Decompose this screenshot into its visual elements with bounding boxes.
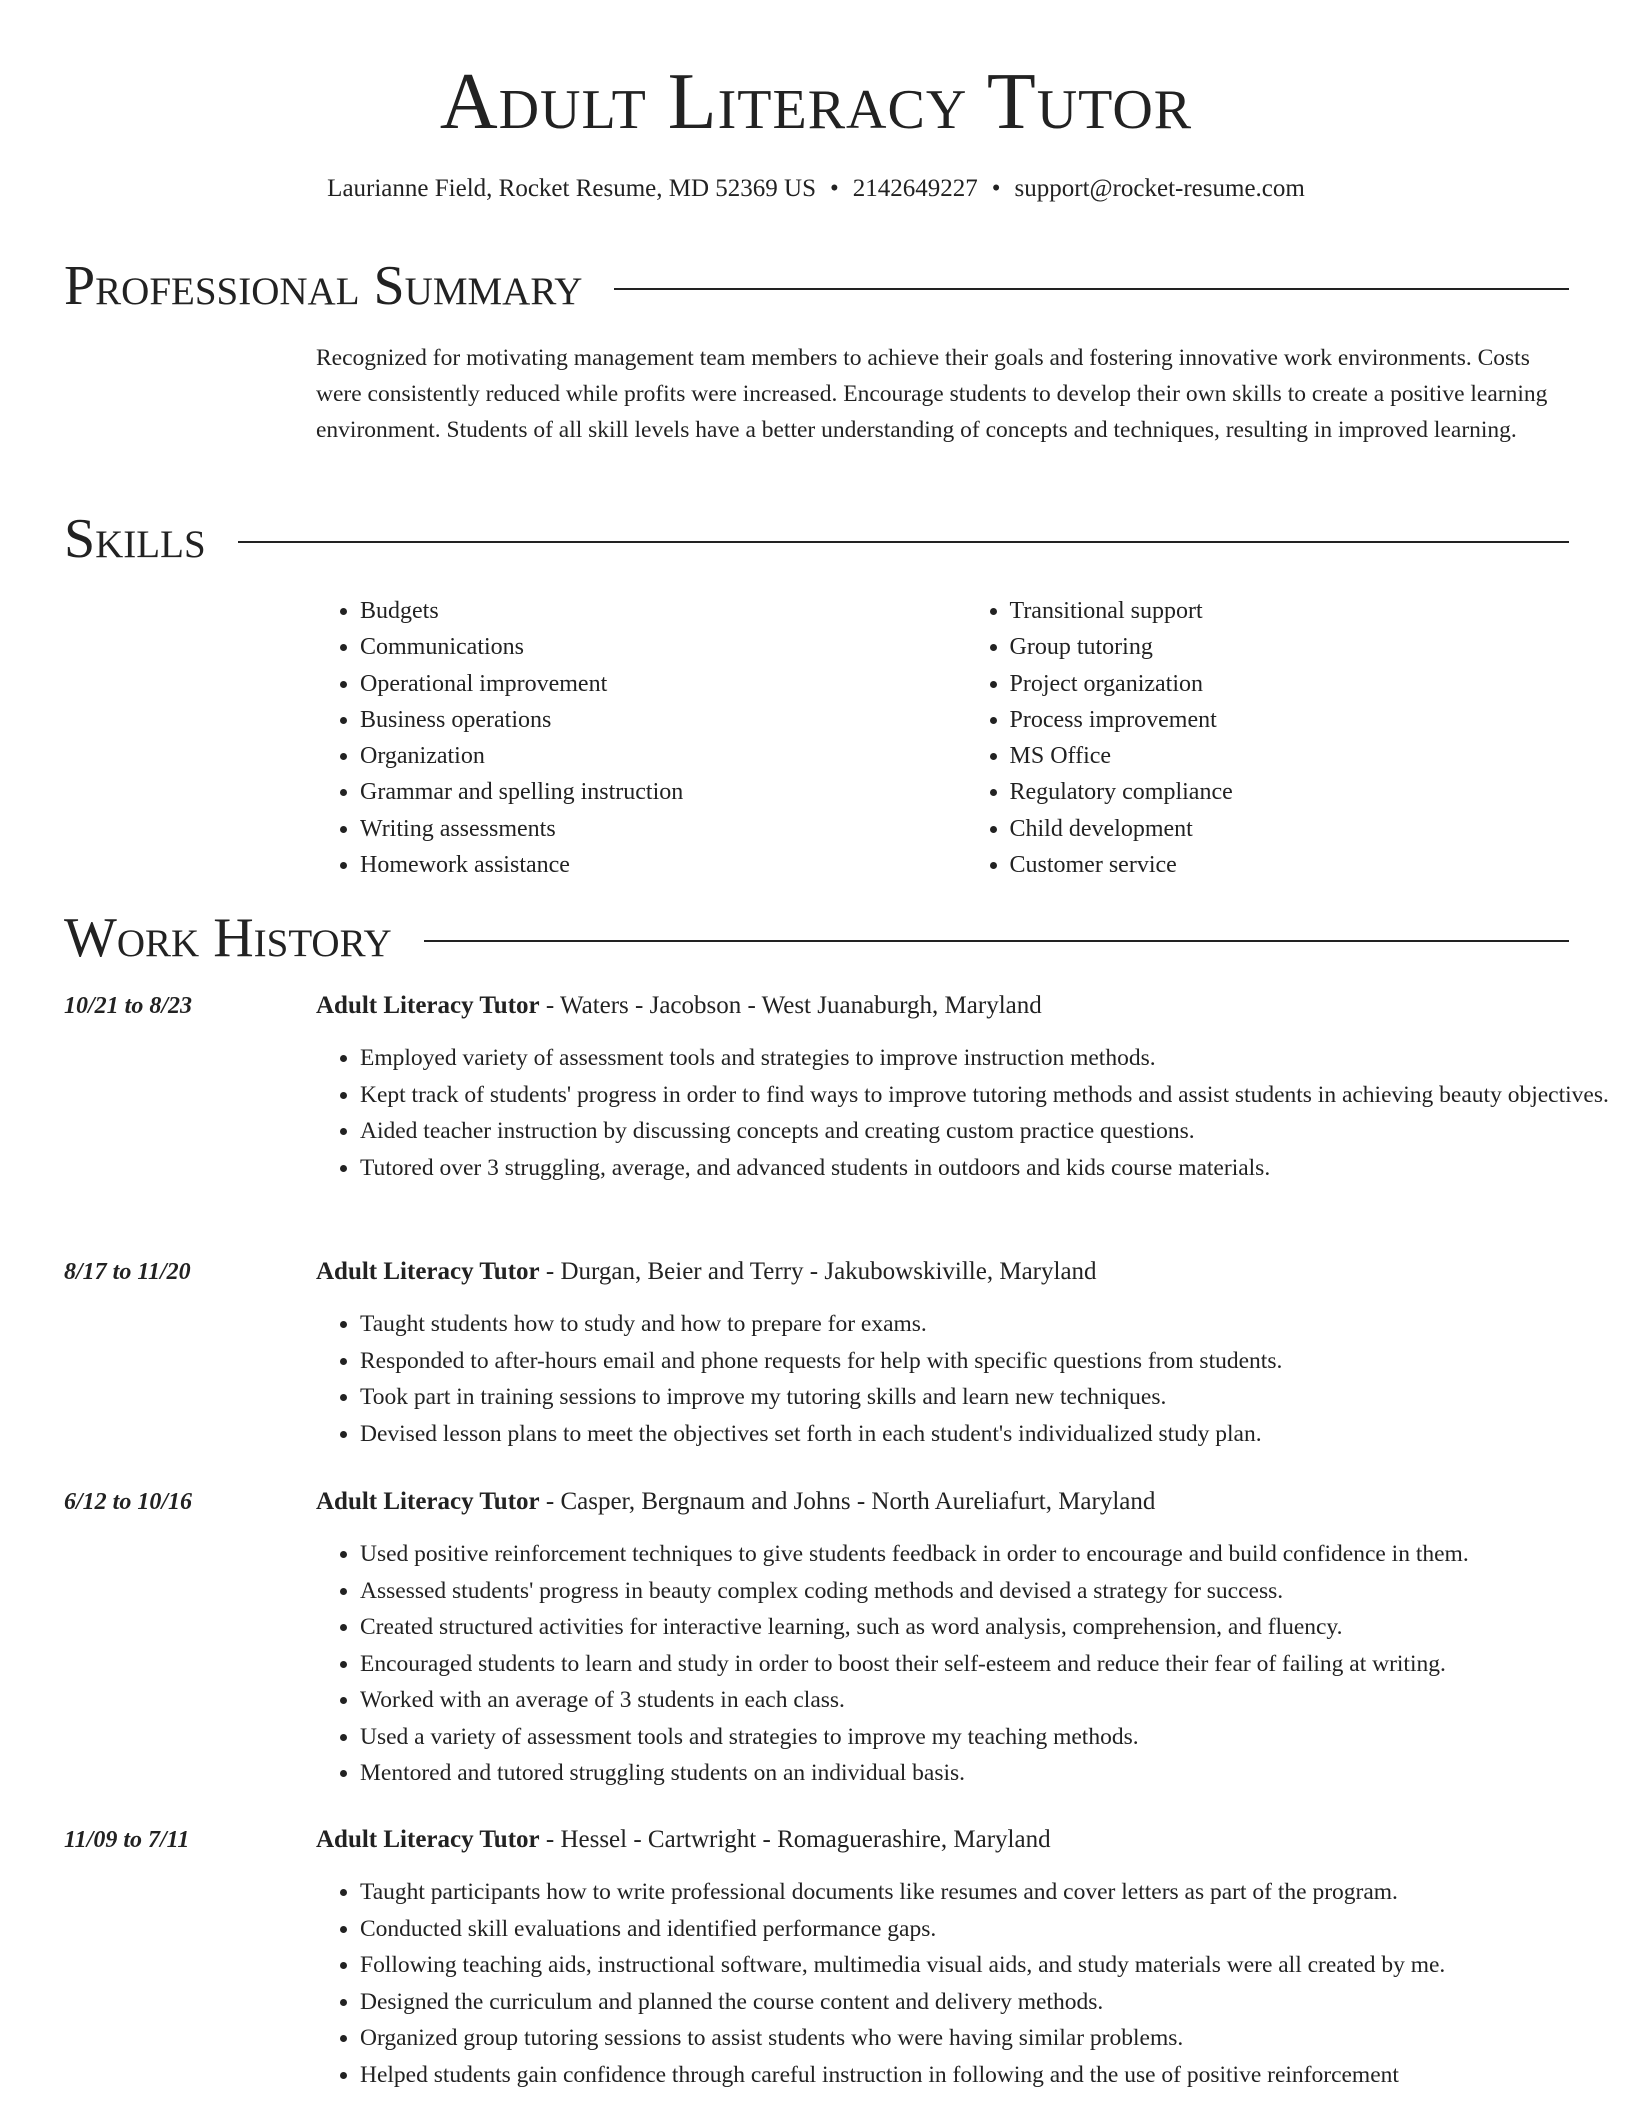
work-section-header [64, 907, 1569, 969]
job-dates: 8/17 to 11/20 [64, 1259, 191, 1285]
job-heading [316, 990, 1042, 1022]
skill-item: • Regulatory compliance [1010, 774, 1572, 810]
skill-item: • MS Office [1010, 738, 1572, 774]
job-employer: - Casper, Bergnaum and Johns - North Aureliafurt, Maryland [539, 1488, 1156, 1515]
skill-item: • Communications [360, 629, 922, 665]
section-divider [614, 288, 1569, 290]
resume-name-title: Adult Literacy Tutor [439, 58, 1193, 146]
section-divider [238, 541, 1569, 543]
job-heading [316, 1256, 1097, 1288]
job-bullet: • Taught participants how to write professional documents like resumes and cover letters as part of the program. [360, 1874, 1615, 1911]
job-bullet: • Devised lesson plans to meet the objectives set forth in each student's individualized study plan. [360, 1416, 1615, 1453]
skills-list [316, 593, 1571, 883]
skill-item: • Grammar and spelling instruction [360, 774, 922, 810]
job-role: Adult Literacy Tutor [316, 1488, 540, 1515]
skill-item: • Group tutoring [1010, 629, 1572, 665]
job-bullet: • Encouraged students to learn and study in order to boost their self-esteem and reduce their fear of failing at writing. [360, 1646, 1615, 1683]
summary-text: Recognized for motivating management team members to achieve their goals and fostering innovative work environments. Costs were consistently reduced while profits were increased. Encourage students to develop their own skills to create a positive learning environment. Students of all skill levels have a better understanding of concepts and techniques, resulting in improved learning. [316, 345, 1548, 443]
job-bullet: • Used a variety of assessment tools and strategies to improve my teaching methods. [360, 1719, 1615, 1756]
skill-item: • Process improvement [1010, 702, 1572, 738]
job-bullet: • Following teaching aids, instructional software, multimedia visual aids, and study materials were all created by me. [360, 1947, 1615, 1984]
contact-email: support@rocket-resume.com [1014, 175, 1305, 202]
job-dates: 10/21 to 8/23 [64, 993, 193, 1019]
job-role: Adult Literacy Tutor [316, 1258, 540, 1285]
contact-separator: • [830, 175, 839, 202]
skills-section-title: Skills [64, 508, 206, 570]
contact-address: Laurianne Field, Rocket Resume, MD 52369 US [327, 175, 816, 202]
job-bullet: • Conducted skill evaluations and identified performance gaps. [360, 1911, 1615, 1948]
skill-item: • Child development [1010, 811, 1572, 847]
job-bullet: • Took part in training sessions to improve my tutoring skills and learn new techniques. [360, 1379, 1615, 1416]
job-role: Adult Literacy Tutor [316, 1826, 540, 1853]
summary-section-title: Professional Summary [64, 255, 583, 317]
job-employer: - Durgan, Beier and Terry - Jakubowskiville, Maryland [539, 1258, 1097, 1285]
skill-item: • Writing assessments [360, 811, 922, 847]
job-bullet: • Taught students how to study and how to prepare for exams. [360, 1306, 1615, 1343]
job-bullet: • Worked with an average of 3 students in each class. [360, 1682, 1615, 1719]
skill-item: • Project organization [1010, 666, 1572, 702]
job-bullet: • Employed variety of assessment tools and strategies to improve instruction methods. [360, 1040, 1615, 1077]
skill-item: • Budgets [360, 593, 922, 629]
work-section-title: Work History [64, 907, 392, 969]
job-employer: - Waters - Jacobson - West Juanaburgh, Maryland [539, 992, 1042, 1019]
contact-phone: 2142649227 [852, 175, 978, 202]
job-bullets [316, 1040, 1615, 1186]
job-bullet: • Responded to after-hours email and phone requests for help with specific questions from students. [360, 1343, 1615, 1380]
job-bullet: • Assessed students' progress in beauty complex coding methods and devised a strategy for success. [360, 1573, 1615, 1610]
job-bullet: • Used positive reinforcement techniques to give students feedback in order to encourage and build confidence in them. [360, 1536, 1615, 1573]
contact-line [0, 175, 1632, 203]
skills-section-header [64, 508, 1569, 570]
skill-item: • Transitional support [1010, 593, 1572, 629]
skill-item: • Organization [360, 738, 922, 774]
section-divider [424, 940, 1569, 942]
skill-item: • Homework assistance [360, 847, 922, 883]
job-bullet: • Kept track of students' progress in order to find ways to improve tutoring methods and assist students in achieving beauty objectives. [360, 1077, 1615, 1114]
job-role: Adult Literacy Tutor [316, 992, 540, 1019]
contact-separator: • [991, 175, 1001, 202]
job-employer: - Hessel - Cartwright - Romaguerashire, Maryland [539, 1826, 1051, 1853]
job-bullets [316, 1306, 1615, 1452]
job-bullet: • Aided teacher instruction by discussing concepts and creating custom practice questions. [360, 1113, 1615, 1150]
skills-column-left [316, 593, 922, 883]
job-bullets [316, 1874, 1615, 2093]
skill-item: • Customer service [1010, 847, 1572, 883]
job-bullet: • Helped students gain confidence through careful instruction in following and the use of positive reinforcement [360, 2057, 1615, 2094]
job-bullet: • Mentored and tutored struggling students on an individual basis. [360, 1755, 1615, 1792]
job-bullet: • Tutored over 3 struggling, average, and advanced students in outdoors and kids course materials. [360, 1150, 1615, 1187]
job-bullet: • Designed the curriculum and planned the course content and delivery methods. [360, 1984, 1615, 2021]
skill-item: • Business operations [360, 702, 922, 738]
job-bullet: • Organized group tutoring sessions to assist students who were having similar problems. [360, 2020, 1615, 2057]
skills-column-right [966, 593, 1572, 883]
summary-section-header [64, 255, 1569, 317]
job-dates: 11/09 to 7/11 [64, 1827, 190, 1853]
skill-item: • Operational improvement [360, 666, 922, 702]
job-bullet: • Created structured activities for interactive learning, such as word analysis, comprehension, and fluency. [360, 1609, 1615, 1646]
job-bullets [316, 1536, 1615, 1792]
job-dates: 6/12 to 10/16 [64, 1489, 193, 1515]
job-heading [316, 1486, 1155, 1518]
job-heading [316, 1824, 1051, 1856]
